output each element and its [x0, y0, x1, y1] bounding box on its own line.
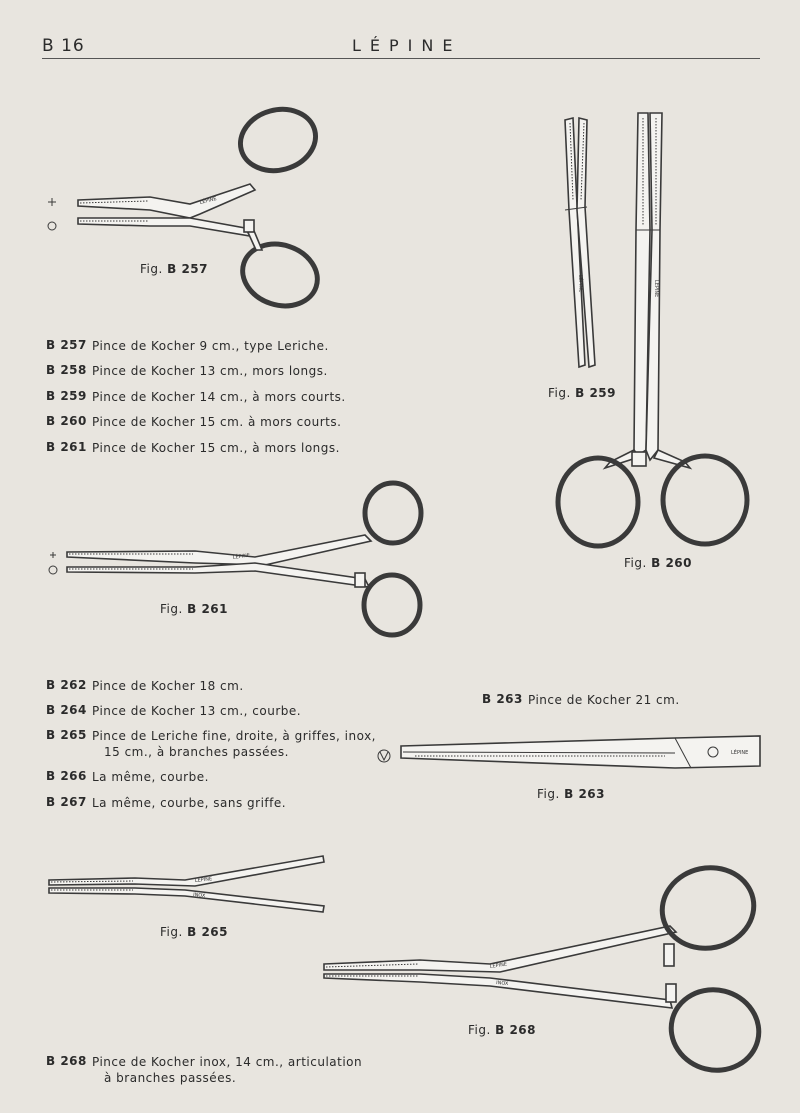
svg-text:LÉPINE: LÉPINE [489, 961, 508, 970]
engraving-inox: INOX [192, 892, 206, 900]
svg-text:LÉPINE: LÉPINE [731, 750, 749, 756]
brand-title: LÉPINE [352, 36, 462, 55]
figure-caption-b257: Fig. B 257 [140, 262, 208, 276]
forceps-b257-illustration [40, 100, 340, 320]
forceps-b261-illustration [45, 475, 435, 650]
figure-caption-b265: Fig. B 265 [160, 925, 228, 939]
page-number: B 16 [42, 36, 85, 56]
forceps-b263-illustration [375, 732, 765, 777]
figure-caption-b263: Fig. B 263 [537, 787, 605, 801]
svg-text:LÉPINE: LÉPINE [653, 280, 659, 298]
figure-caption-b260: Fig. B 260 [624, 556, 692, 570]
figure-caption-b268: Fig. B 268 [468, 1023, 536, 1037]
forceps-b260-illustration [550, 110, 760, 555]
svg-text:LÉPINE: LÉPINE [232, 552, 251, 561]
forceps-b265-illustration [45, 850, 330, 915]
figure-caption-b259: Fig. B 259 [548, 386, 616, 400]
figure-caption-b261: Fig. B 261 [160, 602, 228, 616]
svg-text:INOX: INOX [495, 980, 509, 988]
header-rule [42, 58, 760, 59]
svg-text:LÉPINE: LÉPINE [194, 876, 213, 884]
svg-text:LÉPINE: LÉPINE [577, 274, 584, 293]
forceps-b268-illustration [320, 860, 770, 1080]
engraving-lepine: LÉPINE [199, 195, 218, 206]
